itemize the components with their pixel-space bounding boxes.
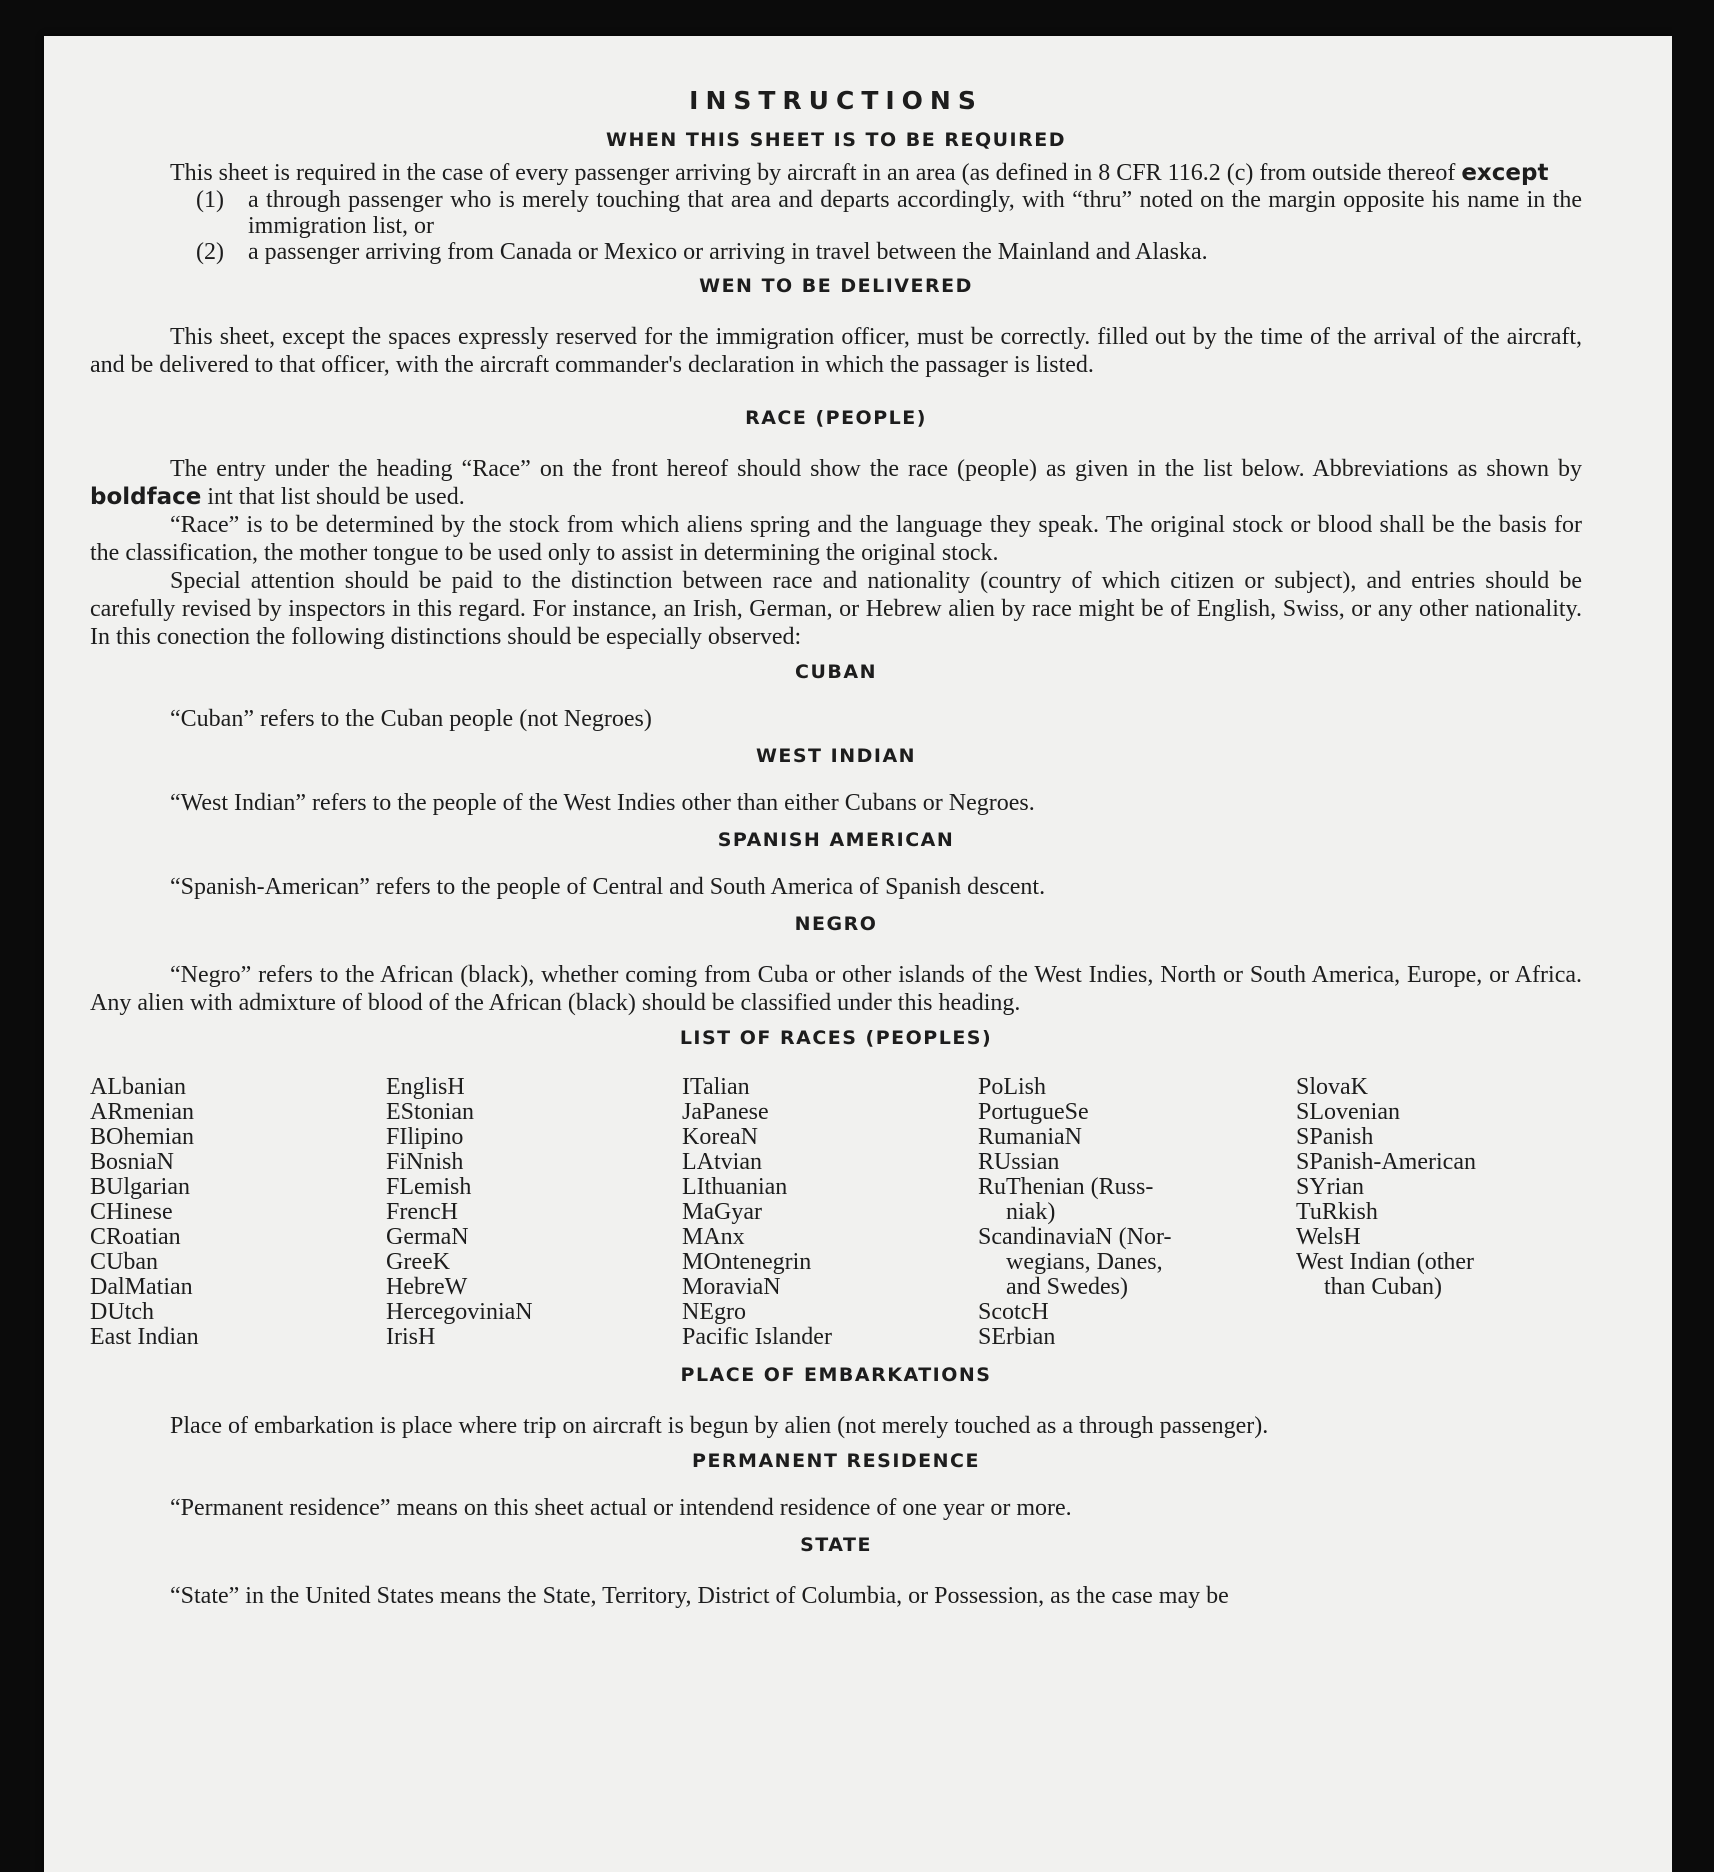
negro-text: “Negro” refers to the African (black), whether coming from Cuba or other islands of the West Indies, North or South America, Europe, or Africa. Any alien with admixture of blood of the African (black) should be classified under this heading.	[90, 962, 1582, 1016]
exception-item-number: (1)	[196, 187, 224, 213]
race-entry: FIlipino	[386, 1124, 464, 1150]
heading-negro: NEGRO	[794, 913, 878, 935]
heading-race: RACE (PEOPLE)	[745, 407, 927, 429]
race-entry: CHinese	[90, 1199, 173, 1225]
race-column-5	[1296, 1075, 1576, 1350]
exception-item-text: a passenger arriving from Canada or Mexico or arriving in travel between the Mainland and Alaska.	[248, 239, 1208, 265]
race-entry: SPanish-American	[1296, 1149, 1476, 1175]
race-entry: ScotcH	[978, 1299, 1049, 1325]
exception-item-number: (2)	[196, 239, 224, 265]
race-entry: ScandinaviaN (Nor-	[978, 1224, 1172, 1250]
race-column-3	[682, 1075, 978, 1350]
race-entry: JaPanese	[682, 1099, 769, 1125]
race-column-1	[90, 1075, 386, 1350]
boldface-bold: boldface	[90, 484, 202, 510]
race-paragraph-2: “Race” is to be determined by the stock from which aliens spring and the language they speak. The original stock or blood shall be the basis for the classification, the mother tongue to be used only to assist in determining the original stock.	[90, 512, 1582, 566]
race-entry: TuRkish	[1296, 1199, 1378, 1225]
race-entry: CRoatian	[90, 1224, 181, 1250]
spanish-american-text: “Spanish-American” refers to the people of Central and South America of Spanish descent.	[170, 874, 1046, 900]
race-entry: GermaN	[386, 1224, 469, 1250]
race-entry: FrencH	[386, 1199, 458, 1225]
heading-cuban: CUBAN	[795, 661, 877, 683]
permanent-residence-text: “Permanent residence” means on this sheet actual or intendend residence of one year or more.	[170, 1495, 1072, 1521]
race-entry: SYrian	[1296, 1174, 1364, 1200]
race-entry: RumaniaN	[978, 1124, 1082, 1150]
scan-border	[1672, 0, 1714, 1872]
race-entry: BUlgarian	[90, 1174, 190, 1200]
race-entry: Pacific Islander	[682, 1324, 832, 1350]
document-page	[44, 36, 1672, 1872]
race-entry: DalMatian	[90, 1274, 193, 1300]
race-entry: MaGyar	[682, 1199, 762, 1225]
race-entry: EStonian	[386, 1099, 474, 1125]
race-entry: MoraviaN	[682, 1274, 781, 1300]
race-entry: SlovaK	[1296, 1074, 1368, 1100]
race-p1-after: int that list should be used.	[207, 484, 465, 510]
exception-item-2	[196, 239, 1582, 265]
race-entry: SPanish	[1296, 1124, 1374, 1150]
embarkation-text: Place of embarkation is place where trip on aircraft is begun by alien (not merely touched as a through passenger).	[170, 1413, 1269, 1439]
race-entry: BOhemian	[90, 1124, 194, 1150]
race-entry: ALbanian	[90, 1074, 186, 1100]
when-required-intro	[90, 159, 1582, 187]
race-entry: HebreW	[386, 1274, 468, 1300]
race-entry: HercegoviniaN	[386, 1299, 533, 1325]
race-entry: niak)	[1006, 1199, 1056, 1225]
state-text: “State” in the United States means the State, Territory, District of Columbia, or Possession, as the case may be	[170, 1583, 1229, 1609]
race-paragraph-1	[90, 455, 1582, 511]
document-title: INSTRUCTIONS	[689, 86, 983, 115]
heading-list-of-races: LIST OF RACES (PEOPLES)	[679, 1027, 993, 1049]
race-entry: BosniaN	[90, 1149, 174, 1175]
race-entry: RuThenian (Russ-	[978, 1174, 1154, 1200]
race-entry: DUtch	[90, 1299, 154, 1325]
when-required-intro-text: This sheet is required in the case of every passenger arriving by aircraft in an area (as defined in 8 CFR 116.2 (c) from outside thereof	[170, 160, 1456, 186]
race-entry: WelsH	[1296, 1224, 1361, 1250]
heading-west-indian: WEST INDIAN	[755, 745, 917, 767]
race-column-2	[386, 1075, 682, 1350]
heading-embarkation: PLACE OF EMBARKATIONS	[680, 1364, 992, 1386]
heading-permanent-residence: PERMANENT RESIDENCE	[692, 1450, 980, 1472]
cuban-text: “Cuban” refers to the Cuban people (not Negroes)	[170, 706, 652, 732]
race-entry: GreeK	[386, 1249, 450, 1275]
race-paragraph-3: Special attention should be paid to the distinction between race and nationality (country of which citizen or subject), and entries should be carefully revised by inspectors in this regard. For instance, an Irish, German, or Hebrew alien by race might be of English, Swiss, or any other nationality. In this conection the following distinctions should be especially observed:	[90, 568, 1582, 650]
race-entry: East Indian	[90, 1324, 199, 1350]
except-bold: except	[1461, 160, 1549, 186]
race-entry: and Swedes)	[1006, 1274, 1128, 1300]
race-entry: MAnx	[682, 1224, 745, 1250]
race-entry: LAtvian	[682, 1149, 762, 1175]
instructions-content	[90, 86, 1582, 1610]
race-entry: FLemish	[386, 1174, 472, 1200]
west-indian-text: “West Indian” refers to the people of the West Indies other than either Cubans or Negroes.	[170, 790, 1035, 816]
race-entry: CUban	[90, 1249, 158, 1275]
race-entry: SErbian	[978, 1324, 1056, 1350]
race-entry: LIthuanian	[682, 1174, 788, 1200]
exception-item-1	[196, 187, 1582, 239]
when-delivered-text: This sheet, except the spaces expressly reserved for the immigration officer, must be correctly. filled out by the time of the arrival of the aircraft, and be delivered to that officer, with the aircraft commander's declaration in which the passager is listed.	[90, 324, 1582, 378]
race-entry: West Indian (other	[1296, 1249, 1475, 1275]
race-entry: than Cuban)	[1324, 1274, 1442, 1300]
heading-when-required: WHEN THIS SHEET IS TO BE REQUIRED	[605, 129, 1066, 151]
race-entry: NEgro	[682, 1299, 746, 1325]
race-entry: ARmenian	[90, 1099, 194, 1125]
race-entry: FiNnish	[386, 1149, 464, 1175]
race-entry: EnglisH	[386, 1074, 465, 1100]
race-p1-before: The entry under the heading “Race” on the front hereof should show the race (people) as given in the list below. Abbreviations as shown by	[170, 456, 1582, 482]
exception-item-text: a through passenger who is merely touching that area and departs accordingly, with “thru” noted on the margin opposite his name in the immigration list, or	[248, 187, 1582, 239]
race-entry: SLovenian	[1296, 1099, 1400, 1125]
races-list	[90, 1075, 1582, 1350]
race-entry: PortugueSe	[978, 1099, 1089, 1125]
heading-spanish-american: SPANISH AMERICAN	[717, 829, 955, 851]
race-entry: RUssian	[978, 1149, 1060, 1175]
race-column-4	[978, 1075, 1296, 1350]
race-entry: MOntenegrin	[682, 1249, 812, 1275]
race-entry: PoLish	[978, 1074, 1047, 1100]
race-entry: IrisH	[386, 1324, 436, 1350]
race-entry: KoreaN	[682, 1124, 758, 1150]
heading-when-delivered: WEN TO BE DELIVERED	[699, 275, 973, 297]
race-entry: wegians, Danes,	[1006, 1249, 1163, 1275]
heading-state: STATE	[800, 1534, 872, 1556]
race-entry: ITalian	[682, 1074, 750, 1100]
